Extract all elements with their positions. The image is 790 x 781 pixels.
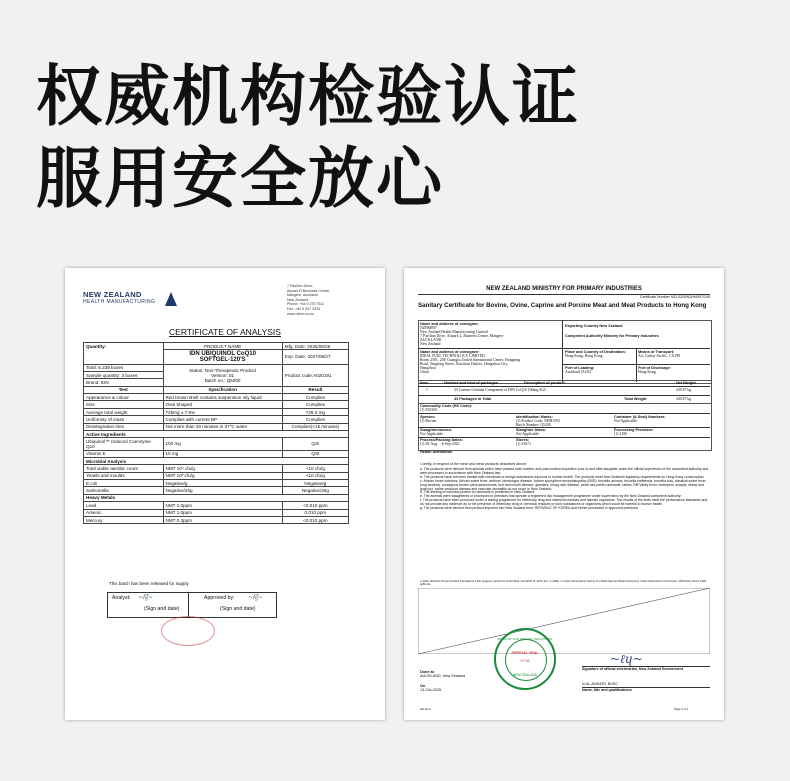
attestation-clauses: a. The products were derived from animals which have passed ante-mortem and post-mortem inspection prior to and after slaughter under the official supervision of the competent authority and were processed in accordance with New Zealand law; b. The products have not been treated with chemicals or foreign substances injurious to human health. The products meet New Zealand regulatory requirements for Hong Kong consumption; c. African horse sickness, African swine fever, anthrax, bluetongue disease, bovine spongiform encephalopathy (BSE), brucella abortus, brucella melitensis, brucella suis, classical swine fever (hog cholera), contagious bovine pleuropneumonia, foot and mouth disease, glanders, lumpy skin disease, peste des petits ruminants, rabies, Rift Valley fever, rinderpest, scrapie, sheep and goat pox, swine vesicular disease and vesicular stomatitis do not occur in New Zealand; d. The feeding of ruminant protein to ruminants is prohibited in New Zealand; e. The animals were slaughtered or processed in premises that operate a registered risk management programme under supervision by the New Zealand competent authority; f. The products have been produced under a testing programme for veterinary drug and chemical residues and harmful organisms. The results of the tests meet the performance standards and do not provide any evidence as to the presence of veterinary drug or chemical residues or toxic substances or organisms which could be harmful to human health. g. The products were derived from product imported into New Zealand from: REPUBLIC OF KOREA and further processed in approved premises;	[420, 467, 709, 511]
table-row: Yeasts and moulds NMT 10³ cfu/g <10 cfu/g	[84, 472, 349, 479]
certificate-title: CERTIFICATE OF ANALYSIS	[169, 327, 281, 337]
logo-line-2: HEALTH MANUFACTURING	[83, 299, 156, 305]
page-number: Page 1 of 1	[674, 707, 689, 711]
consignor: NZHM007 New Zealand Health Manufacturing Limited 7 Pavilion Drive, Airpark 2, Business Centre, Mangere AUCKLAND New Zealand	[420, 326, 504, 347]
table-row: Salmonella Negative/25g Negative/25g	[84, 487, 349, 494]
table-row: Total viable aerobic count NMT 10⁴ cfu/g <10 cfu/g	[84, 465, 349, 472]
total-boxes: Total: 5.239 boxes	[84, 364, 164, 371]
table-row: Arsenic NMT 1.0ppm 0.010 ppm	[84, 509, 349, 516]
species: (1) Bovine	[420, 419, 437, 423]
product-name-label: PRODUCT NAME	[163, 343, 282, 350]
headline-line-2: 服用安全放心	[36, 140, 444, 217]
company-stamp	[161, 616, 215, 646]
section-microbial: Microbial Analysis	[84, 457, 349, 464]
logo-mark-icon	[165, 292, 177, 306]
analyst-label: Analyst:	[112, 595, 131, 601]
certificate-title: Sanitary Certificate for Bovine, Ovine, Caprine and Porcine Meat and Meat Products to Hong Kong	[418, 302, 707, 309]
sample-quantity: Sample quantity: 3 boxes	[84, 371, 164, 378]
ministry-header: NEW ZEALAND MINISTRY FOR PRIMARY INDUSTRIES	[486, 286, 642, 292]
col-test: Test	[84, 386, 164, 393]
col-result: Result	[282, 386, 348, 393]
total-weight: 430.87 kg	[676, 396, 692, 401]
table-row: Ubiquinol™ reduced Coenzyme Q10 100 mg QSI	[84, 438, 349, 450]
release-note: This batch has been released for supply	[109, 581, 189, 586]
port-of-discharge: Hong Kong	[638, 370, 656, 374]
exp-date: Exp. Date: 2027/08/27	[282, 350, 348, 364]
nzhm-logo	[83, 290, 155, 305]
sign-date-2: (Sign and date)	[220, 606, 256, 612]
analyst-signature: ~ʎʃ~	[138, 594, 154, 601]
certificate-of-analysis	[65, 268, 385, 720]
company-address: 7 Pavilion Drive, Airpark B Business Centre, Mangere, Auckland New Zealand Phone: +64 9 275 7511 Fax: +64 9 257 3234 www.nzhm.co.nz	[287, 284, 331, 316]
table-row: Average total weight 725mg ± 7.5% 726.3 mg	[84, 408, 349, 415]
consignor-label: Name and address of consignor:	[420, 322, 480, 326]
section-active: Active Ingredients	[84, 430, 349, 437]
veterinarian-name: N AL-ANSARI, BVSC	[582, 682, 619, 686]
table-row: Disintegration time Not more than 30 minutes in 37°C water Complies(<15 minutes)	[84, 423, 349, 430]
consignee: IDEAL FUEL TECHNOLOGY LIMITED Room 2501, 25F, Guangfu United International Center, Hongning Road, Yingfeng Street, Xiaoshan District, Hangzhou City, Hangzhou China	[420, 354, 521, 375]
logo-line-1: NEW ZEALAND	[83, 290, 142, 299]
table-row: Lead NMT 2.0ppm <0.010 ppm	[84, 502, 349, 509]
consignee-label: Name and address of consignee:	[420, 350, 480, 354]
table-row: Mercury NMT 0.3ppm <0.010 ppm	[84, 516, 349, 523]
brand: Brand: IDN	[84, 379, 164, 386]
issue-date: 13-Oct-2025	[420, 688, 442, 692]
table-row: Vitamin E 10 mg QSI	[84, 450, 349, 457]
col-spec: Specification	[163, 386, 282, 393]
product-code: Product code:A020191	[282, 364, 348, 386]
approver-signature: ~ʎʃ~	[248, 594, 264, 601]
signature-box	[107, 592, 277, 618]
certificate-number: Certificate Number NZL2025/NZHM007/245	[639, 295, 710, 299]
done-at: AUCKLAND, New Zealand	[420, 674, 466, 678]
commodity-code: (1) 350300	[420, 408, 437, 412]
item-description: 33 Cartons Gelatine Component of IDN CoQ10 100mg SGC	[454, 388, 547, 392]
table-row: Uniformity of mass Complies with current BP Complies	[84, 416, 349, 423]
sign-date-1: (Sign and date)	[144, 606, 180, 612]
approved-label: Approved by:	[204, 595, 235, 601]
identification-marks: (1) Product Code: NHB1593 Batch Number: Q5200	[516, 419, 560, 427]
veterinarian-signature: ~ℓɥ~	[610, 652, 643, 666]
table-row: Size Oval Shaped Complies	[84, 401, 349, 408]
port-of-loading: Auckland [ACK]	[565, 370, 592, 374]
sanitary-certificate: NEW ZEALAND MINISTRY FOR PRIMARY INDUSTRIES Certificate Number NZL2025/NZHM007/245 Sanitary Certificate for Bovine, Ovine, Caprine and Porcine Meat and Meat Products to Hong Kong Name and address of consignor: NZHM007 New Zealand Health Manufacturing Limited 7 Pavilion Drive, Airpark 2, Business Centre, Mangere AUCKLAND New Zealand Exporting Country New Zealand Competent Authority Ministry for Primary Industries Name and address of consignee: IDEAL FUEL TECHNOLOGY LIMITED Room 2501, 25F, Guangfu United International Center, Hongning Road, Yingfeng Street, Xiaoshan District, Hangzhou City, Hangzhou China Place and Country of Destination: Hong Kong, Hong Kong Means of Transport: Air, Cathay Pacific, CX198 Port of Loading: Auckland [ACK] Port of Discharge: Hong Kong Item Number and kind of packages Description of product Net Weight 1 33 Cartons Gelatine Component of IDN CoQ10 100mg SGC 430.87 kg 33 Packages in Total Total Weight 430.87 kg Commodity Code (HS Code): (1) 350300 Species: (1) Bovine Identification Marks: (1) Product Code: NHB1593 Batch Number: Q5200 Container (& Seal) Numbers: Not Applicable Slaughterhouses: Not Applicable Slaughter Dates: Not Applicable Processing Premises: (1) 2186 Process/Packing Dates: (1) 28-Aug… 6-Sep-2025 Stores: (1) S1671 Health Attestation I certify, in respect of the meat and meat products described above: a. The products were derived from animals which have passed ante-mortem and post-mortem inspection prior to and after slaughter under the official supervision of the competent authority and were processed in accordance with New Zealand law; b. The products have not been treated with chemicals or foreign substances injurious to human health. The products meet New Zealand regulatory requirements for Hong Kong consumption; c. African horse sickness, African swine fever, anthrax, bluetongue disease, bovine spongiform encephalopathy (BSE), brucella abortus, brucella melitensis, brucella suis, classical swine fever (hog cholera), contagious bovine pleuropneumonia, foot and mouth disease, glanders, lumpy skin disease, peste des petits ruminants, rabies, Rift Valley fever, rinderpest, scrapie, sheep and goat pox, swine vesicular disease and vesicular stomatitis do not occur in New Zealand; d. The feeding of ruminant protein to ruminants is prohibited in New Zealand; e. The animals were slaughtered or processed in premises that operate a registered risk management programme under supervision by the New Zealand competent authority; f. The products have been produced under a testing programme for veterinary drug and chemical residues and harmful organisms. The results of the tests meet the performance standards and do not provide any evidence as to the presence of veterinary drug or chemical residues or toxic substances or organisms which could be harmful to human health. g. The products were derived from product imported into New Zealand from: REPUBLIC OF KOREA and further processed in approved premises; a. Refer definition 'Recommended International Code Hygienic practice for Fresh Meat, CAC/RCP 11-1976, Rev. 1 (1993), in Codex Alimentarius Volume 10 (1994) Meat and Meat Products by Codex Alimentarius Commission, WHO/FAO, Rome 1995, pp69-111. Done at AUCKLAND, New Zealand On 13-Oct-2025 HH-NL-6 MINISTRY FOR PRIMARY INDUSTRIES OFFICIAL SEAL 0718 NEW ZEALAND ~ℓɥ~ Signature of official veterinarian, New Zealand Government N AL-ANSARI, BVSC Name, title and qualifications Page 1 of 1	[404, 268, 724, 720]
analysis-table	[83, 342, 349, 524]
product-name: IDN UBIQUINOL CoQ10 SOFTGEL-120'S	[163, 350, 282, 364]
exporting-country: Exporting Country New Zealand	[565, 324, 623, 328]
footnote: a. Refer definition 'Recommended International Code Hygienic practice for Fresh Meat, CAC/RCP 11-1976, Rev. 1 (1993), in Codex Alimentarius Volume 10 (1994) Meat and Meat Products by Codex Alimentarius Commission, WHO/FAO, Rome 1995, pp69-111.	[420, 580, 707, 586]
product-status: Status: Non-Therapeutic Product Version: 01 Batch no.: Q5200	[163, 364, 282, 386]
destination: Hong Kong, Hong Kong	[565, 354, 603, 358]
mfg-date: Mfg. Date: 2025/08/28	[282, 343, 348, 350]
transport: Air, Cathay Pacific, CX198	[638, 354, 680, 358]
table-row: Appearance & colour Red brown shell contains suspension oily liquid Complies	[84, 394, 349, 401]
competent-authority: Competent Authority Ministry for Primary Industries	[565, 334, 659, 338]
crossed-out-area	[418, 588, 710, 654]
item-weight: 430.87 kg	[676, 388, 692, 392]
section-heavy-metals: Heavy Metals	[84, 494, 349, 501]
headline-line-1: 权威机构检验认证	[36, 58, 580, 135]
table-row: E.coli Negative/g Negative/g	[84, 480, 349, 487]
quantity-label: Quantity:	[84, 343, 164, 365]
health-attestation: Health Attestation	[420, 450, 453, 454]
official-seal: MINISTRY FOR PRIMARY INDUSTRIES OFFICIAL SEAL 0718 NEW ZEALAND	[494, 628, 556, 690]
